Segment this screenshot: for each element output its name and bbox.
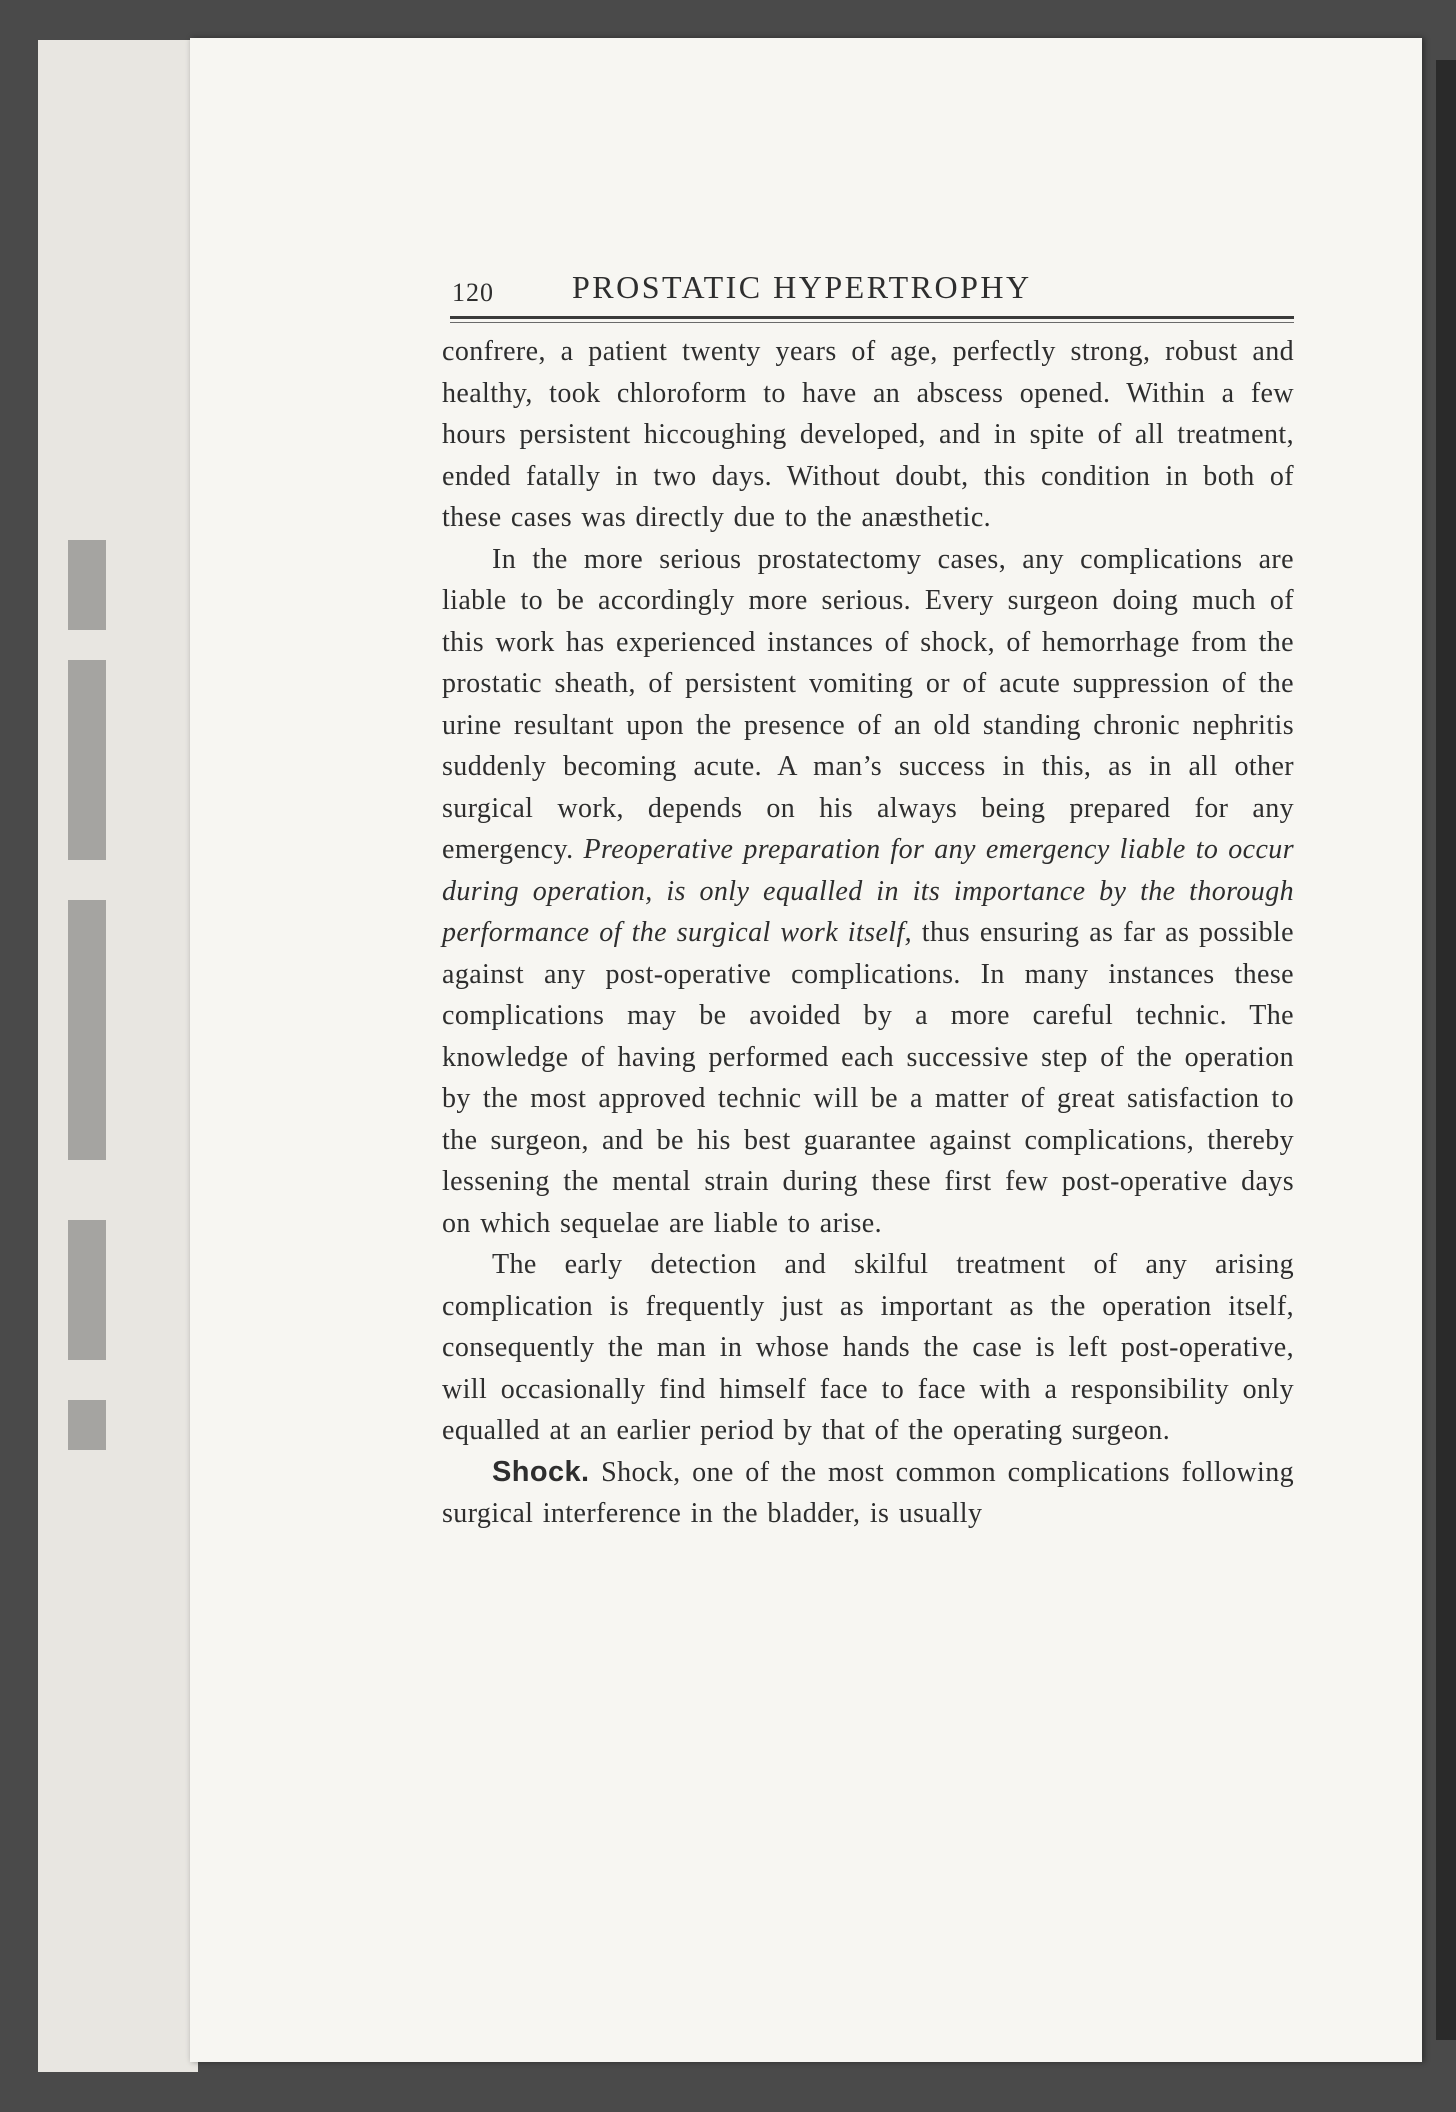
paragraph-4 <box>442 1452 1294 1535</box>
page-right-edge <box>1436 60 1456 2040</box>
running-head <box>442 238 1294 307</box>
paragraph-2 <box>442 539 1294 1245</box>
running-title: PROSTATIC HYPERTROPHY <box>572 269 1032 305</box>
body-text <box>442 331 1294 1535</box>
paragraph-1: confrere, a patient twenty years of age, perfectly strong, robust and healthy, took chloroform to have an abscess opened. Within a few hours persistent hiccoughing developed, and in spite of all treatment, ended fatally in two days. Without doubt, this condition in both of these cases was directly due to the anæsthetic. <box>442 336 1294 533</box>
paragraph-3: The early detection and skilful treatment of any arising complication is frequently just as important as the operation itself, consequently the man in whose hands the case is left post-operative, will occasionally find himself face to face with a responsibility only equalled at an earlier period by that of the operating surgeon. <box>442 1249 1294 1446</box>
paragraph-2-text-a: In the more serious prostatectomy cases, any complications are liable to be accordingly more serious. Every surgeon doing much of this work has experienced instances of shock, of hemorrhage from the prostatic sheath, of persistent vomiting or of acute suppression of the urine resultant upon the presence of an old standing chronic nephritis suddenly becoming acute. A man’s success in this, as in all other surgical work, depends on his always being prepared for any emergency. <box>442 543 1294 865</box>
page-content <box>442 238 1294 1535</box>
paragraph-4-text: Shock, one of the most common complications following surgical interference in the bladder, is usually <box>442 1456 1294 1529</box>
paragraph-2-italic: Preoperative preparation for any emergency liable to occur during operation, is only equalled in its importance by the thorough performance of the surgical work itself, <box>442 834 1294 948</box>
page-number: 120 <box>452 278 494 307</box>
paragraph-2-text-b: thus ensuring as far as possible against any post-operative complications. In many instances these complications may be avoided by a more careful technic. The knowledge of having performed each successive step of the operation by the most approved technic will be a matter of great satisfaction to the surgeon, and be his best guarantee against complications, thereby lessening the mental strain during these first few post-operative days on which sequelae are liable to arise. <box>442 917 1294 1239</box>
binding-bleed-through <box>58 520 128 1460</box>
header-rule <box>450 316 1294 323</box>
section-heading-shock: Shock. <box>492 1455 590 1488</box>
book-page <box>190 38 1422 2062</box>
